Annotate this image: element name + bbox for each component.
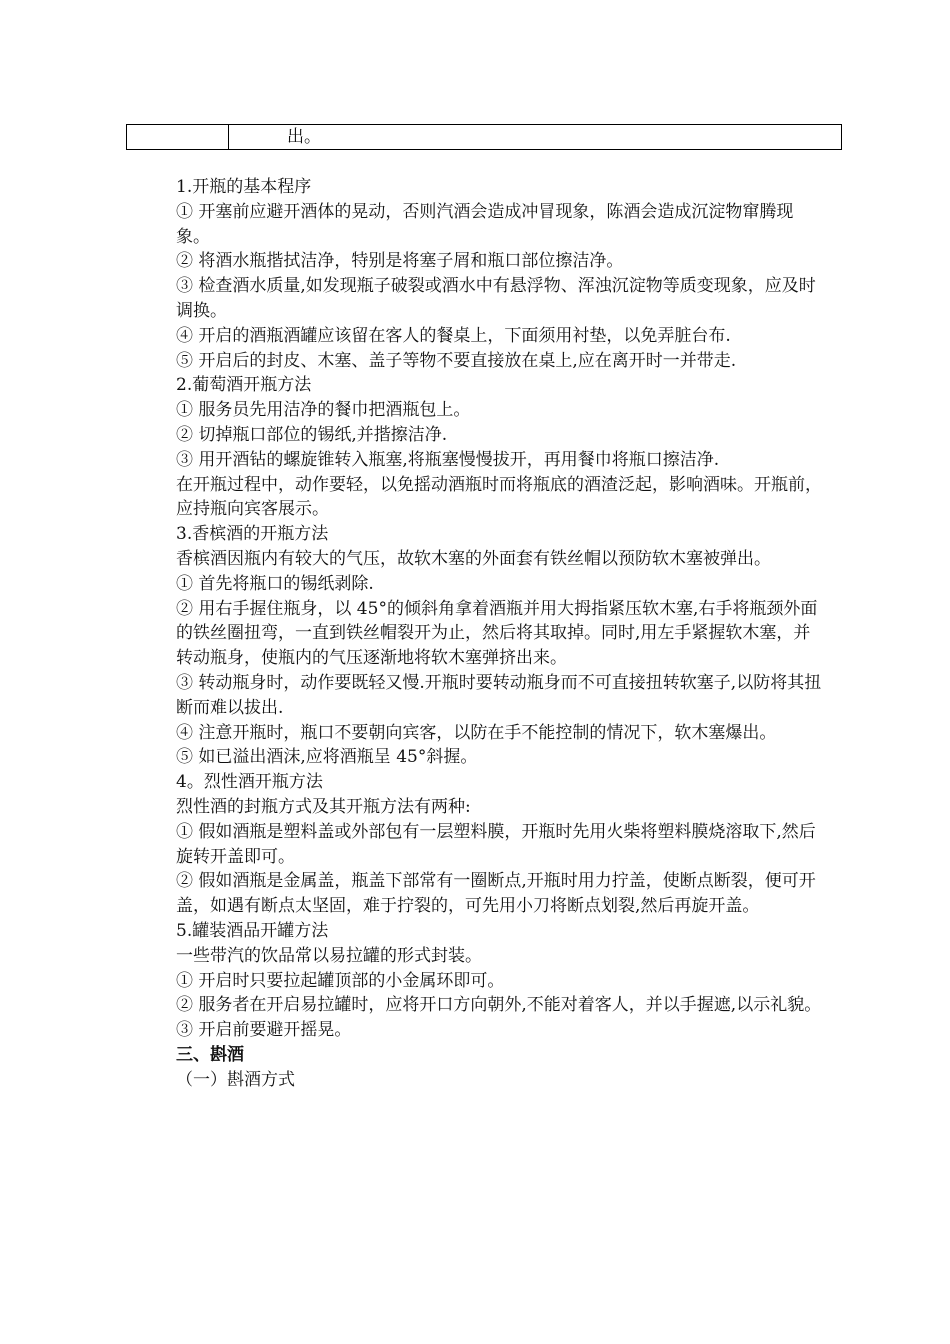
paragraph: 香槟酒因瓶内有较大的气压，故软木塞的外面套有铁丝帽以预防软木塞被弹出。 bbox=[176, 548, 771, 569]
paragraph: ③ 用开酒钻的螺旋锥转入瓶塞,将瓶塞慢慢拔开，再用餐巾将瓶口擦洁净. bbox=[176, 449, 720, 470]
paragraph: ① 开启时只要拉起罐顶部的小金属环即可。 bbox=[176, 970, 505, 991]
paragraph: 烈性酒的封瓶方式及其开瓶方法有两种: bbox=[176, 796, 471, 817]
paragraph: 一些带汽的饮品常以易拉罐的形式封装。 bbox=[176, 945, 482, 966]
paragraph: ② 假如酒瓶是金属盖，瓶盖下部常有一圈断点,开瓶时用力拧盖，使断点断裂，便可开盖，如遇有断点太坚固，难于拧裂的，可先用小刀将断点划裂,然后再旋开盖。 bbox=[176, 871, 816, 917]
paragraph: ① 开塞前应避开酒体的晃动，否则汽酒会造成冲冒现象，陈酒会造成沉淀物窜腾现象。 bbox=[176, 201, 794, 247]
continuation-table-row bbox=[126, 124, 842, 150]
section-heading-1: 1.开瓶的基本程序 bbox=[176, 177, 312, 197]
section-heading-3: 3.香槟酒的开瓶方法 bbox=[176, 524, 329, 545]
paragraph: ④ 注意开瓶时，瓶口不要朝向宾客，以防在手不能控制的情况下，软木塞爆出。 bbox=[176, 722, 777, 743]
paragraph: ② 切掉瓶口部位的锡纸,并揩擦洁净. bbox=[176, 424, 448, 445]
paragraph: ③ 检查酒水质量,如发现瓶子破裂或酒水中有悬浮物、浑浊沉淀物等质变现象，应及时调换。 bbox=[176, 276, 816, 321]
paragraph: 在开瓶过程中，动作要轻，以免摇动酒瓶时而将瓶底的酒渣泛起，影响酒味。开瓶前，应持瓶向宾客展示。 bbox=[176, 474, 822, 520]
paragraph: ⑤ 开启后的封皮、木塞、盖子等物不要直接放在桌上,应在离开时一并带走. bbox=[176, 350, 737, 371]
paragraph: ② 服务者在开启易拉罐时，应将开口方向朝外,不能对着客人，并以手握遮,以示礼貌。 bbox=[176, 995, 822, 1016]
paragraph: ③ 开启前要避开摇晃。 bbox=[176, 1020, 352, 1041]
table-cell-right: 出。 bbox=[287, 127, 321, 147]
paragraph: ② 将酒水瓶揩拭洁净，特别是将塞子屑和瓶口部位擦洁净。 bbox=[176, 251, 624, 272]
section-heading-5: 5.罐装酒品开罐方法 bbox=[176, 920, 329, 941]
section-heading-4: 4。烈性酒开瓶方法 bbox=[176, 772, 323, 793]
document-body bbox=[176, 175, 826, 1092]
table-cell-left bbox=[127, 125, 229, 149]
paragraph: ③ 转动瓶身时，动作要既轻又慢.开瓶时要转动瓶身而不可直接扭转软塞子,以防将其扭断而难以拔出. bbox=[176, 672, 822, 718]
paragraph: ② 用右手握住瓶身，以 45°的倾斜角拿着酒瓶并用大拇指紧压软木塞,右手将瓶颈外面的铁丝圈扭弯，一直到铁丝帽裂开为止，然后将其取掉。同时,用左手紧握软木塞，并转动瓶身，使瓶内的气压逐渐地将软木塞弹挤出来。 bbox=[176, 598, 818, 669]
paragraph: ④ 开启的酒瓶酒罐应该留在客人的餐桌上，下面须用衬垫，以免弄脏台布. bbox=[176, 325, 731, 346]
subsection-heading: （一）斟酒方式 bbox=[176, 1069, 295, 1090]
section-heading-2: 2.葡萄酒开瓶方法 bbox=[176, 375, 312, 396]
paragraph: ① 首先将瓶口的锡纸剥除. bbox=[176, 573, 374, 594]
paragraph: ① 假如酒瓶是塑料盖或外部包有一层塑料膜，开瓶时先用火柴将塑料膜烧溶取下,然后旋转开盖即可。 bbox=[176, 821, 816, 867]
chapter-heading: 三、斟酒 bbox=[176, 1044, 244, 1065]
paragraph: ① 服务员先用洁净的餐巾把酒瓶包上。 bbox=[176, 400, 471, 421]
paragraph: ⑤ 如已溢出酒沫,应将酒瓶呈 45°斜握。 bbox=[176, 747, 478, 768]
